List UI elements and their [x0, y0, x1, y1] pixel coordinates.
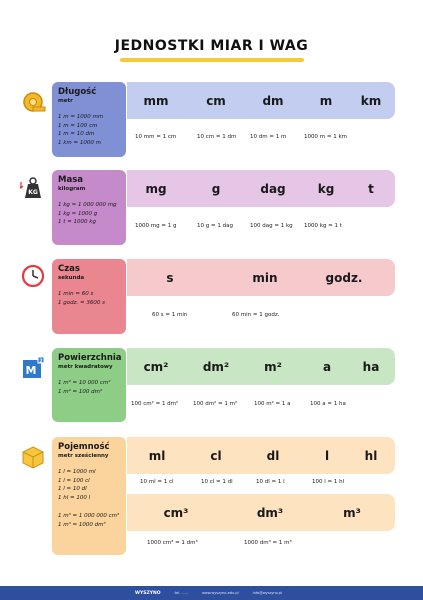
area-equality: 1 m² = 100 dm² — [58, 388, 103, 395]
conversion-label: 100 dag = 1 kg — [250, 223, 293, 229]
svg-text:KG: KG — [28, 189, 38, 196]
unit-label: cm — [206, 93, 226, 108]
footer-bar — [0, 586, 423, 600]
unit-label: dm — [262, 93, 284, 108]
footer-text: tel. ...... — [174, 591, 188, 595]
unit-label: mm — [143, 93, 169, 108]
length-equality: 1 km = 1000 m — [58, 139, 101, 146]
conversion-label: 10 mm = 1 cm — [135, 134, 177, 140]
volume-cubic-units-bar — [127, 494, 395, 531]
clock-icon — [20, 263, 46, 289]
unit-label: km — [360, 93, 382, 108]
area-card — [52, 348, 126, 422]
conversion-label: 10 dl = 1 l — [256, 479, 285, 485]
length-equality: 1 m = 10 dm — [58, 131, 95, 137]
unit-label: mg — [145, 181, 167, 196]
unit-label: m — [319, 93, 333, 108]
conversion-label: 1000 kg = 1 t — [304, 223, 342, 229]
unit-label: dm³ — [256, 505, 284, 520]
time-units-bar — [127, 259, 395, 296]
unit-label: t — [368, 181, 374, 196]
volume-title: Pojemność — [58, 442, 110, 452]
conversion-label: 1000 dm³ = 1 m³ — [244, 540, 292, 546]
unit-label: dag — [260, 181, 286, 196]
length-equality: 1 m = 1000 mm — [58, 114, 104, 120]
volume-equality: 1 m³ = 1 000 000 cm³ — [58, 513, 120, 519]
unit-label: m³ — [343, 505, 361, 520]
unit-label: min — [252, 270, 278, 285]
mass-base-unit: kilogram — [58, 186, 86, 192]
volume-units-bar — [127, 437, 395, 474]
volume-card — [52, 437, 126, 555]
conversion-label: 10 g = 1 dag — [197, 223, 233, 229]
footer-text: www.wyszyno-edu.pl — [201, 591, 239, 595]
conversion-label: 60 min = 1 godz. — [232, 312, 280, 318]
length-equality: 1 m = 100 cm — [58, 122, 98, 129]
conversion-label: 60 s = 1 min — [152, 312, 188, 318]
mass-equality: 1 t = 1000 kg — [58, 219, 96, 225]
area-units-bar — [127, 348, 395, 385]
title-underline — [120, 58, 304, 62]
time-base-unit: sekunda — [58, 275, 85, 281]
mass-equality: 1 kg = 1000 g — [58, 210, 98, 217]
unit-label: a — [322, 359, 332, 374]
mass-card — [52, 170, 126, 245]
conversion-label: 1000 mg = 1 g — [135, 223, 177, 229]
volume-equality: 1 l = 10 dl — [58, 486, 87, 492]
volume-base-unit: metr sześcienny — [58, 453, 109, 459]
unit-label: dm² — [202, 359, 230, 374]
unit-label: cm³ — [163, 505, 189, 520]
weight-icon — [20, 174, 46, 200]
conversion-label: 100 m² = 1 a — [254, 401, 291, 407]
svg-text:M: M — [25, 364, 37, 377]
unit-label: ml — [148, 448, 166, 463]
unit-label: hl — [364, 448, 378, 463]
conversion-label: 1000 m = 1 km — [304, 134, 347, 140]
conversion-label: 100 cm² = 1 dm² — [131, 401, 179, 407]
unit-label: g — [211, 181, 221, 196]
length-title: Długość — [58, 87, 97, 97]
volume-equality: 1 l = 1000 ml — [58, 469, 96, 475]
volume-equality: 1 l = 100 cl — [58, 477, 90, 484]
volume-equality: 1 hl = 100 l — [58, 494, 91, 501]
area-base-unit: metr kwadratowy — [58, 364, 113, 370]
unit-label: dl — [266, 448, 280, 463]
unit-label: kg — [317, 181, 335, 196]
unit-label: s — [166, 270, 174, 285]
mass-units-bar — [127, 170, 395, 207]
conversion-label: 10 ml = 1 cl — [140, 479, 174, 485]
area-equality: 1 m² = 10 000 cm² — [58, 380, 111, 386]
conversion-label: 10 cm = 1 dm — [197, 134, 237, 140]
svg-text:2: 2 — [39, 358, 43, 365]
page-title: JEDNOSTKI MIAR I WAG — [114, 38, 309, 54]
mass-title: Masa — [58, 175, 83, 185]
volume-equality: 1 m³ = 1000 dm³ — [58, 521, 106, 528]
length-card — [52, 82, 126, 157]
unit-label: m² — [264, 359, 282, 374]
unit-label: l — [324, 448, 330, 463]
unit-label: ha — [362, 359, 380, 374]
unit-label: godz. — [325, 270, 363, 285]
square-meter-icon — [20, 354, 46, 380]
unit-label: cl — [210, 448, 222, 463]
conversion-label: 10 cl = 1 dl — [201, 479, 233, 485]
measuring-tape-icon — [20, 88, 46, 114]
conversion-label: 100 dm² = 1 m² — [193, 401, 238, 407]
mass-equality: 1 kg = 1 000 000 mg — [58, 202, 117, 208]
time-equality: 1 min = 60 s — [58, 291, 94, 297]
conversion-label: 100 a = 1 ha — [310, 401, 346, 407]
conversion-label: 1000 cm³ = 1 dm³ — [147, 540, 198, 546]
unit-label: cm² — [143, 359, 169, 374]
conversion-label: 100 l = 1 hl — [312, 479, 345, 485]
area-title: Powierzchnia — [58, 353, 122, 363]
time-equality: 1 godz. = 3600 s — [58, 299, 105, 306]
footer-logo: WYSZYNO — [135, 590, 161, 596]
time-card — [52, 259, 126, 334]
cube-icon — [20, 444, 46, 470]
time-title: Czas — [58, 264, 80, 274]
footer-text: info@wyszyno.pl — [252, 591, 282, 595]
length-base-unit: metr — [58, 98, 73, 104]
length-units-bar — [127, 82, 395, 119]
conversion-label: 10 dm = 1 m — [250, 134, 287, 140]
